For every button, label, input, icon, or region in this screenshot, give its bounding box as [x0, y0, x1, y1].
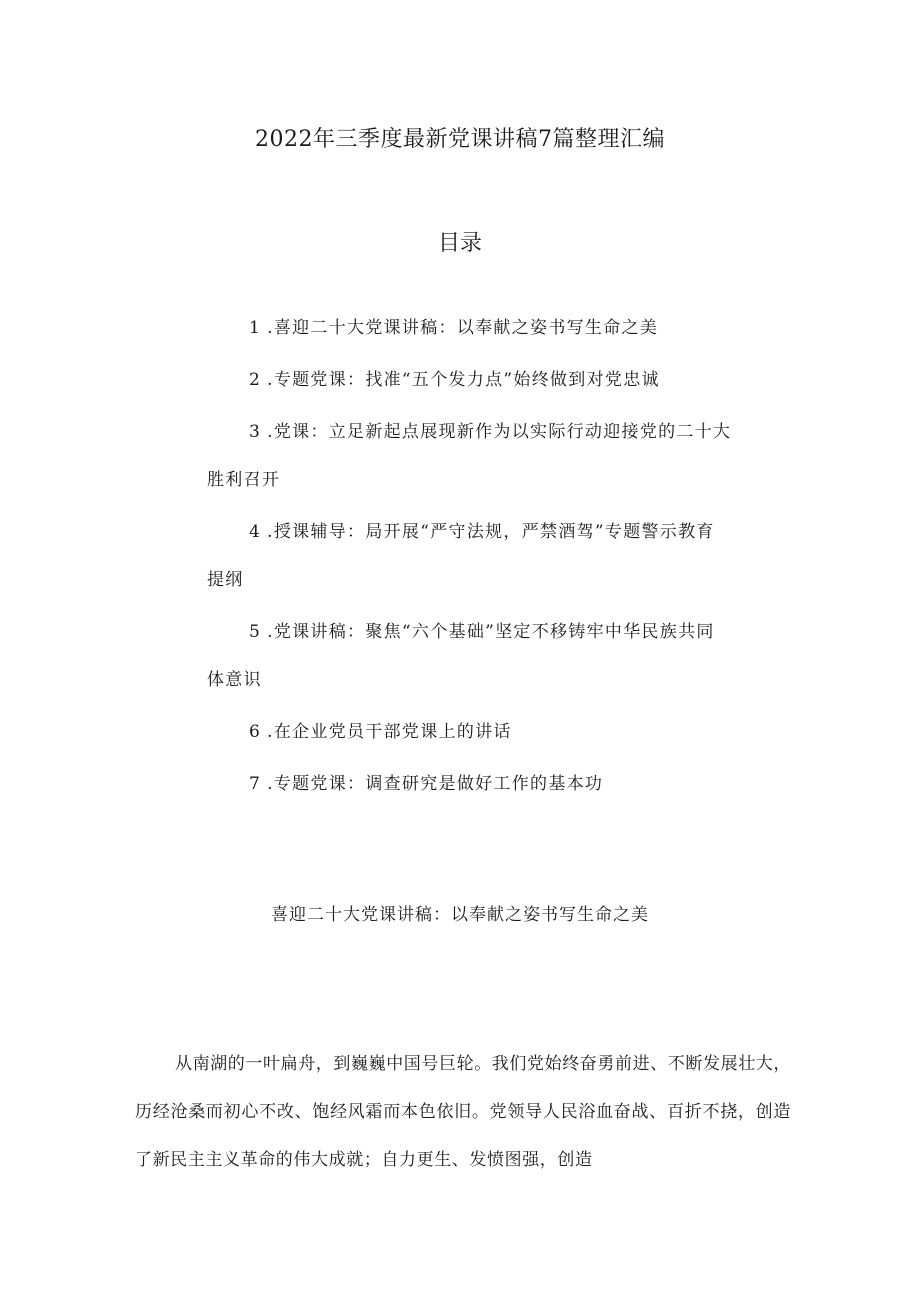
section-title: 喜迎二十大党课讲稿：以奉献之姿书写生命之美 [271, 905, 649, 925]
toc-entry-number: 3 [249, 422, 262, 442]
toc-entry [207, 620, 791, 692]
toc-entry-text: .喜迎二十大党课讲稿：以奉献之姿书写生命之美 [267, 318, 659, 338]
toc-entry [207, 772, 791, 796]
toc-entry-text: .党课：立足新起点展现新作为以实际行动迎接党的二十大 [267, 422, 732, 442]
toc-entry-number: 4 [249, 522, 262, 542]
toc-entry-text: .党课讲稿：聚焦“六个基础”坚定不移铸牢中华民族共同 [267, 622, 715, 642]
toc-entry-number: 5 [249, 622, 262, 642]
toc-entry-text: .专题党课：调查研究是做好工作的基本功 [267, 774, 604, 794]
toc-entry [207, 420, 791, 492]
toc-entry-line [207, 520, 791, 544]
toc-entry-number: 1 [249, 318, 262, 338]
toc-entry [207, 720, 791, 744]
toc-entry-line [207, 620, 791, 644]
toc-entry [207, 368, 791, 392]
toc-entry-line [207, 316, 791, 340]
toc-entry [207, 316, 791, 340]
toc-entry-number: 6 [249, 722, 262, 742]
toc-entry-number: 2 [249, 370, 262, 390]
toc-entry-number: 7 [249, 774, 262, 794]
toc-entry-line [207, 772, 791, 796]
toc-entry-continuation: 提纲 [207, 570, 244, 590]
toc-entry-text: .专题党课：找准“五个发力点”始终做到对党忠诚 [267, 370, 660, 390]
toc-entry-line [207, 720, 791, 744]
toc-entry-text: .在企业党员干部党课上的讲话 [267, 722, 512, 742]
toc-entry-text: .授课辅导：局开展“严守法规，严禁酒驾”专题警示教育 [267, 522, 715, 542]
toc-entry-line [207, 420, 791, 444]
toc-entry [207, 520, 791, 592]
toc-entry-line [207, 368, 791, 392]
toc-heading: 目录 [437, 231, 482, 256]
toc-entry-continuation: 胜利召开 [207, 470, 281, 490]
body-paragraph: 从南湖的一叶扁舟，到巍巍中国号巨轮。我们党始终奋勇前进、不断发展壮大，历经沧桑而初心不改、饱经风霜而本色依旧。党领导人民浴血奋战、百折不挠，创造了新民主主义革命的伟大成就；自力更生、发愤图强，创造 [135, 1054, 791, 1170]
table-of-contents [207, 316, 791, 796]
document-title: 2022年三季度最新党课讲稿7篇整理汇编 [255, 127, 665, 152]
toc-entry-continuation: 体意识 [207, 670, 262, 690]
